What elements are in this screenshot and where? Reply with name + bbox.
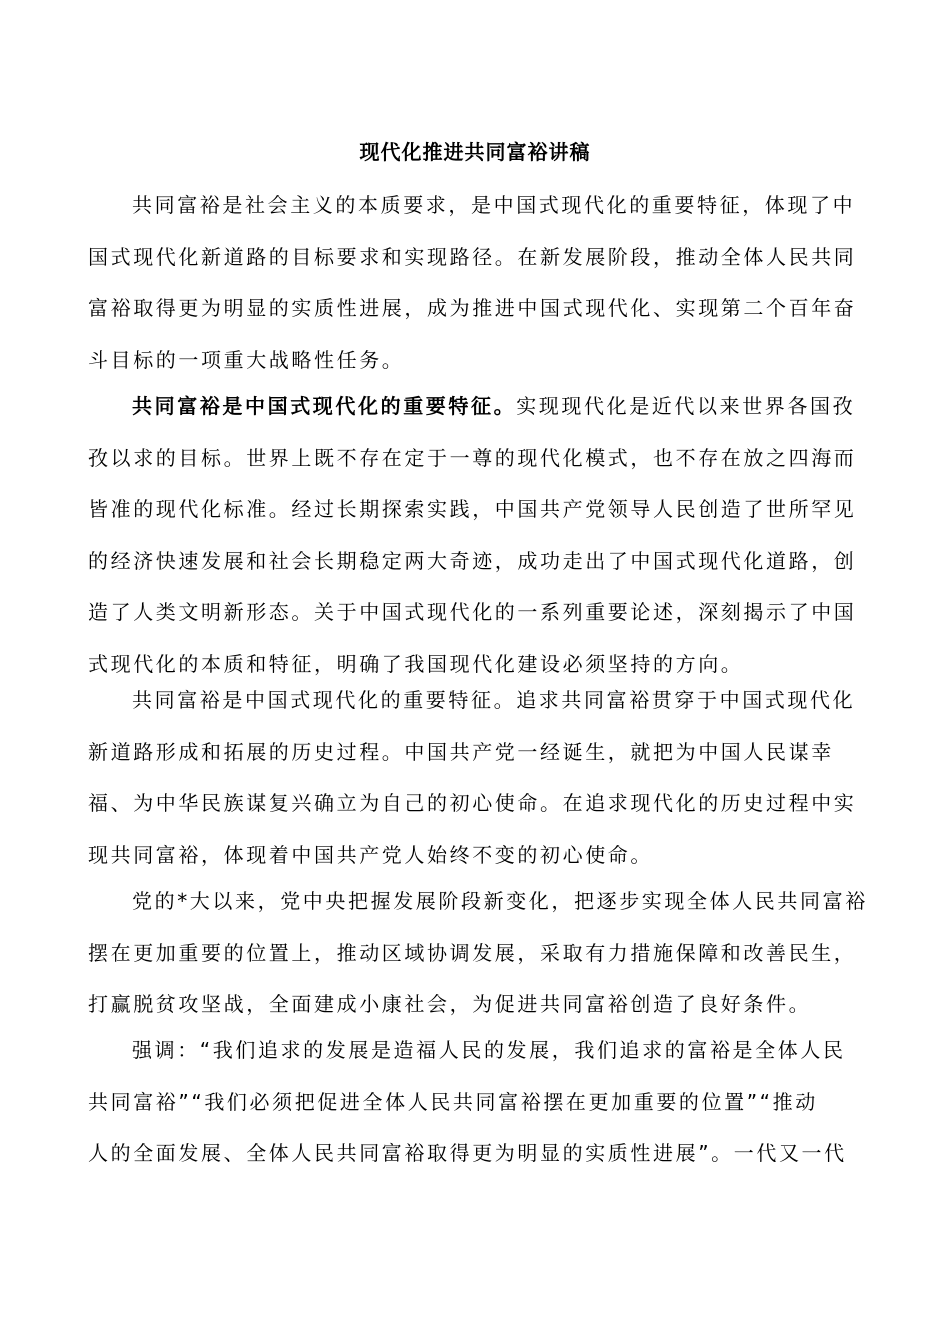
paragraph-line: 国式现代化新道路的目标要求和实现路径。在新发展阶段，推动全体人民共同: [88, 244, 857, 269]
paragraph-line: 打赢脱贫攻坚战，全面建成小康社会，为促进共同富裕创造了良好条件。: [88, 992, 812, 1016]
paragraph-line: 式现代化的本质和特征，明确了我国现代化建设必须坚持的方向。: [88, 651, 744, 676]
paragraph-lead-rest: 实现现代化是近代以来世界各国孜: [516, 394, 856, 418]
paragraph-line: 皆准的现代化标准。经过长期探索实践，中国共产党领导人民创造了世所罕见: [88, 497, 857, 521]
paragraph-line: 新道路形成和拓展的历史过程。中国共产党一经诞生，就把为中国人民谋幸: [88, 739, 834, 764]
paragraph-line: 福、为中华民族谋复兴确立为自己的初心使命。在追求现代化的历史过程中实: [88, 791, 857, 815]
paragraph-3: [88, 675, 858, 881]
paragraph-line: 富裕取得更为明显的实质性进展，成为推进中国式现代化、实现第二个百年奋: [88, 296, 857, 320]
paragraph-1: [88, 180, 858, 386]
paragraph-line: 强调：“我们追求的发展是造福人民的发展，我们追求的富裕是全体人民: [132, 1038, 846, 1062]
paragraph-line: 共同富裕是社会主义的本质要求，是中国式现代化的重要特征，体现了中: [132, 193, 856, 217]
paragraph-line: 斗目标的一项重大战略性任务。: [88, 347, 405, 372]
paragraph-line: 共同富裕”“我们必须把促进全体人民共同富裕摆在更加重要的位置”“推动: [88, 1089, 818, 1114]
paragraph-line: 人的全面发展、全体人民共同富裕取得更为明显的实质性进展”。一代又一代: [88, 1141, 847, 1165]
paragraph-line: 现共同富裕，体现着中国共产党人始终不变的初心使命。: [88, 842, 653, 867]
paragraph-line: 造了人类文明新形态。关于中国式现代化的一系列重要论述，深刻揭示了中国: [88, 600, 857, 624]
paragraph-first-line: [88, 381, 858, 433]
paragraph-2: [88, 381, 858, 690]
paragraph-4: [88, 876, 868, 1031]
paragraph-line: 孜以求的目标。世界上既不存在定于一尊的现代化模式，也不存在放之四海而: [88, 445, 857, 470]
paragraph-line: 党的*大以来，党中央把握发展阶段新变化，把逐步实现全体人民共同富裕: [132, 889, 868, 913]
paragraph-line: 摆在更加重要的位置上，推动区域协调发展，采取有力措施保障和改善民生，: [88, 940, 857, 965]
paragraph-lead-bold: 共同富裕是中国式现代化的重要特征。: [132, 394, 517, 418]
document-title: 现代化推进共同富裕讲稿: [359, 140, 591, 164]
paragraph-line: 共同富裕是中国式现代化的重要特征。追求共同富裕贯穿于中国式现代化: [132, 688, 856, 712]
paragraph-line: 的经济快速发展和社会长期稳定两大奇迹，成功走出了中国式现代化道路，创: [88, 548, 857, 573]
paragraph-5: [88, 1025, 858, 1180]
